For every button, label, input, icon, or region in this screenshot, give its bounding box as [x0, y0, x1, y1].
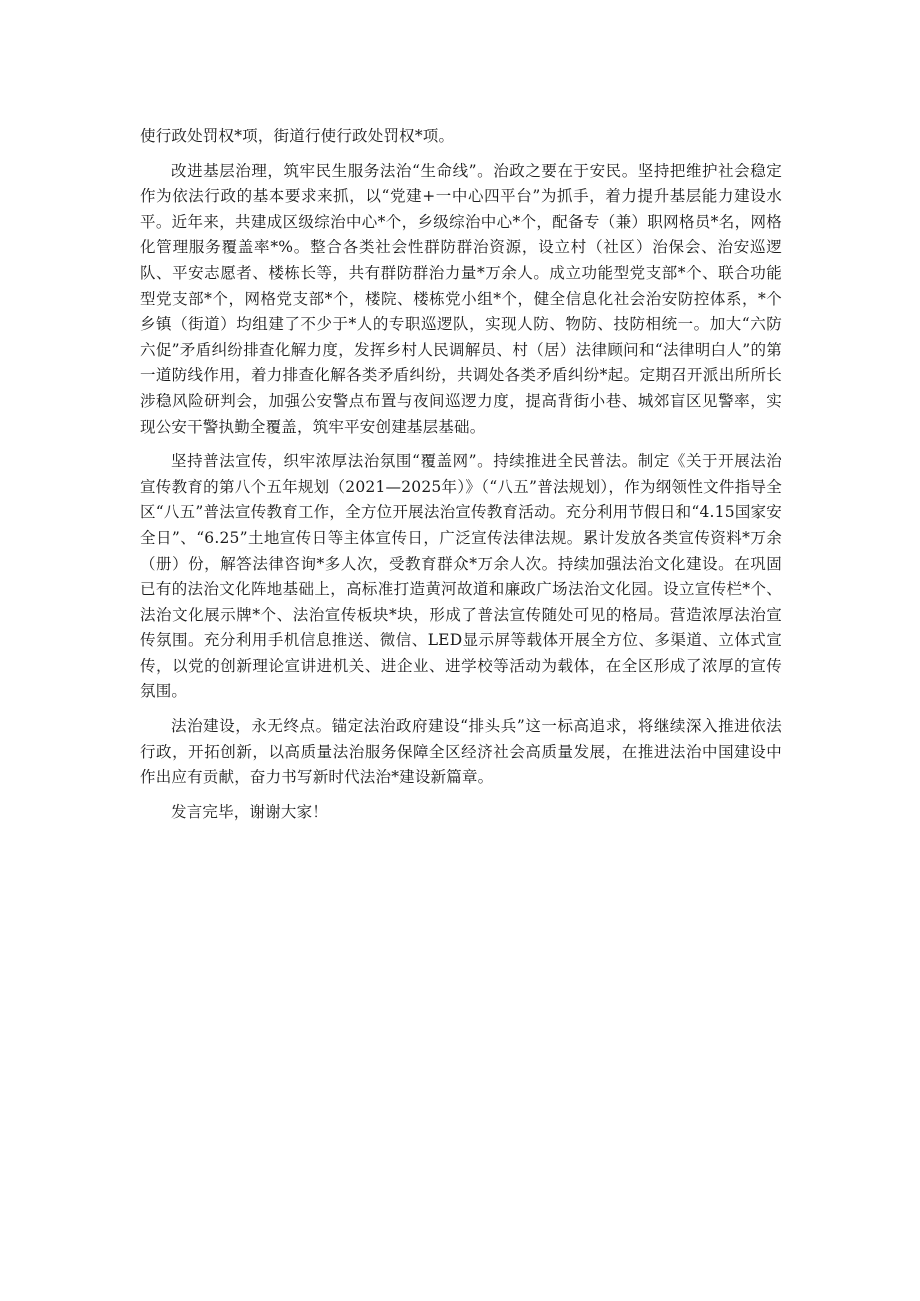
paragraph-conclusion: 法治建设，永无终点。锚定法治政府建设“排头兵”这一标高追求，将继续深入推进依法行政，开拓创新，以高质量法治服务保障全区经济社会高质量发展，在推进法治中国建设中作出应有贡献，奋力书写新时代法治*建设新篇章。: [140, 717, 782, 787]
paragraph-legal-publicity: 坚持普法宣传，织牢浓厚法治氛围“覆盖网”。持续推进全民普法。制定《关于开展法治宣传教育的第八个五年规划（2021—2025年）》（“八五”普法规划），作为纲领性文件指导全区“八五”普法宣传教育工作，全方位开展法治宣传教育活动。充分利用节假日和“4.15国家安全日”、“6.25”土地宣传日等主体宣传日，广泛宣传法律法规。累计发放各类宣传资料*万余（册）份，解答法律咨询*多人次，受教育群众*万余人次。持续加强法治文化建设。在巩固已有的法治文化阵地基础上，高标准打造黄河故道和廉政广场法治文化园。设立宣传栏*个、法治文化展示牌*个、法治宣传板块*块，形成了普法宣传随处可见的格局。营造浓厚法治宣传氛围。充分利用手机信息推送、微信、LED显示屏等载体开展全方位、多渠道、立体式宣传，以党的创新理论宣讲进机关、进企业、进学校等活动为载体，在全区形成了浓厚的宣传氛围。: [140, 452, 782, 701]
paragraph-grassroots-governance: 改进基层治理，筑牢民生服务法治“生命线”。治政之要在于安民。坚持把维护社会稳定作为依法行政的基本要求来抓，以“党建+一中心四平台”为抓手，着力提升基层能力建设水平。近年来，共建成区级综治中心*个，乡级综治中心*个，配备专（兼）职网格员*名，网格化管理服务覆盖率*%。整合各类社会性群防群治资源，设立村（社区）治保会、治安巡逻队、平安志愿者、楼栋长等，共有群防群治力量*万余人。成立功能型党支部*个、联合功能型党支部*个，网格党支部*个，楼院、楼栋党小组*个，健全信息化社会治安防控体系，*个乡镇（街道）均组建了不少于*人的专职巡逻队，实现人防、物防、技防相统一。加大“六防六促”矛盾纠纷排查化解力度，发挥乡村人民调解员、村（居）法律顾问和“法律明白人”的第一道防线作用，着力排查化解各类矛盾纠纷，共调处各类矛盾纠纷*起。定期召开派出所所长涉稳风险研判会，加强公安警点布置与夜间巡逻力度，提高背街小巷、城郊盲区见警率，实现公安干警执勤全覆盖，筑牢平安创建基层基础。: [140, 161, 782, 436]
document-page: [140, 124, 782, 825]
paragraph-closing-remark: 发言完毕，谢谢大家！: [171, 802, 329, 821]
paragraph-continuation: 使行政处罚权*项，街道行使行政处罚权*项。: [140, 127, 455, 145]
